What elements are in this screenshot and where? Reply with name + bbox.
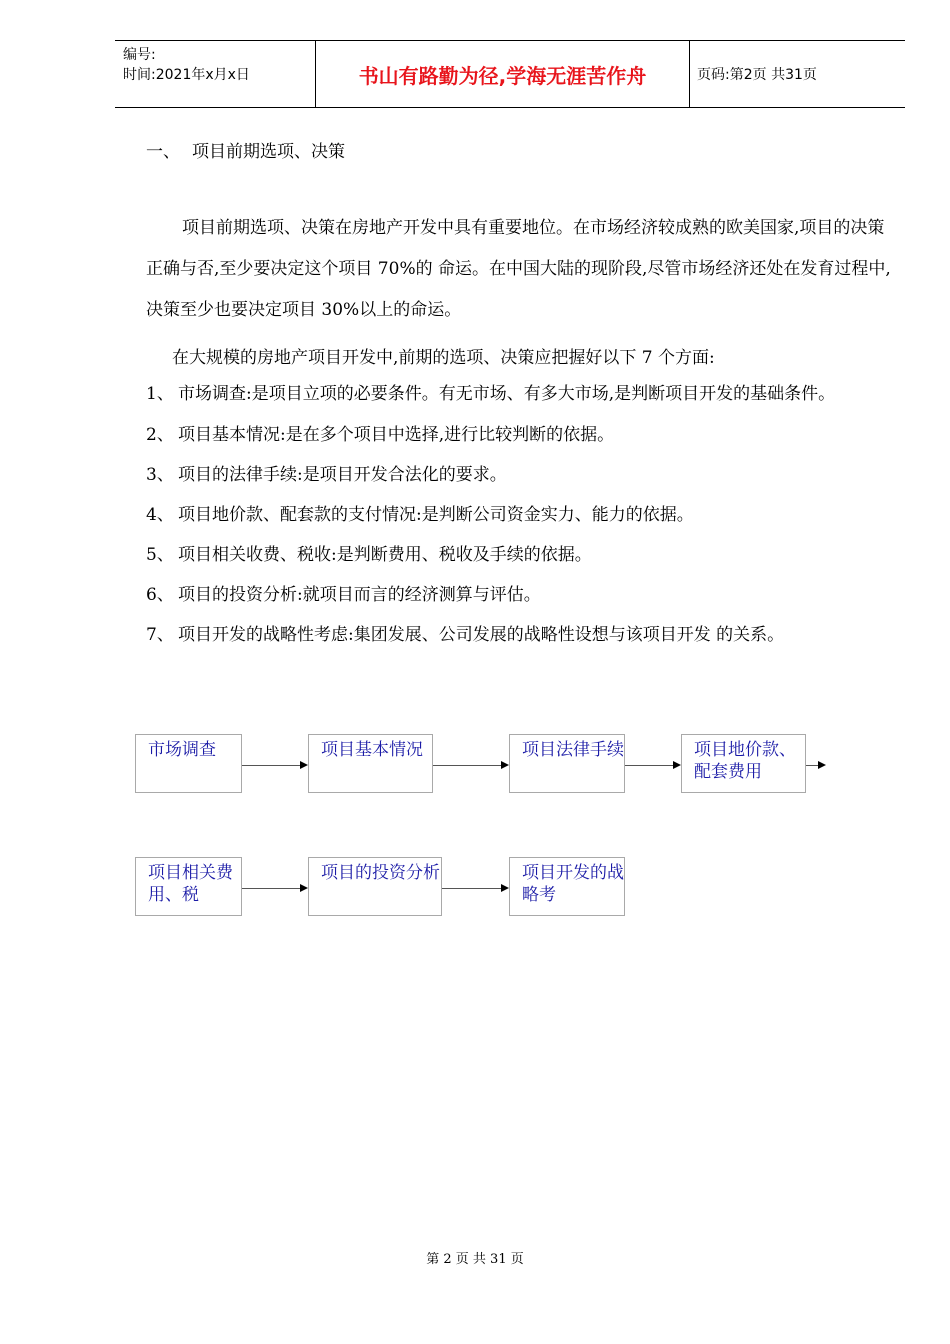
list-item bbox=[146, 535, 896, 575]
list-item-text: 项目开发的战略性考虑:集团发展、公司发展的战略性设想与该项目开发 的关系。 bbox=[178, 625, 785, 645]
list-item bbox=[146, 415, 896, 455]
flow-arrow bbox=[433, 765, 507, 766]
flow-arrow bbox=[442, 888, 507, 889]
list-item-number: 1、 bbox=[146, 384, 174, 404]
flow-arrow bbox=[806, 765, 824, 766]
list-item bbox=[146, 373, 896, 415]
flow-box-basic-info: 项目基本情况 bbox=[308, 734, 433, 793]
list-item bbox=[146, 575, 896, 615]
flow-box-fees-tax: 项目相关费用、税 bbox=[135, 857, 242, 916]
list-item-number: 7、 bbox=[146, 625, 174, 645]
flow-arrow bbox=[242, 765, 306, 766]
list-item-text: 项目的法律手续:是项目开发合法化的要求。 bbox=[178, 465, 507, 485]
list-item bbox=[146, 615, 896, 655]
list-item-text: 项目的投资分析:就项目而言的经济测算与评估。 bbox=[178, 585, 541, 605]
intro-paragraph: 项目前期选项、决策在房地产开发中具有重要地位。在市场经济较成熟的欧美国家,项目的决策正确与否,至少要决定这个项目 70%的 命运。在中国大陆的现阶段,尽管市场经济还处在发育过程中,决策至少也要决定项目 30%以上的命运。 bbox=[146, 218, 891, 320]
page-header bbox=[115, 40, 905, 108]
flow-box-market-survey: 市场调查 bbox=[135, 734, 242, 793]
list-item-text: 市场调查:是项目立项的必要条件。有无市场、有多大市场,是判断项目开发的基础条件。 bbox=[178, 384, 836, 404]
header-page-label: 页码:第2页 共31页 bbox=[697, 67, 817, 83]
section-heading bbox=[146, 137, 345, 162]
flow-box-land-fee: 项目地价款、配套费用 bbox=[681, 734, 806, 793]
aspects-intro-paragraph: 在大规模的房地产项目开发中,前期的选项、决策应把握好以下 7 个方面: bbox=[172, 348, 715, 368]
page-footer bbox=[0, 1248, 950, 1267]
flow-box-investment: 项目的投资分析 bbox=[308, 857, 442, 916]
flow-arrow bbox=[242, 888, 306, 889]
list-item-text: 项目相关收费、税收:是判断费用、税收及手续的依据。 bbox=[178, 545, 592, 565]
header-meta bbox=[115, 41, 315, 107]
list-item-text: 项目地价款、配套款的支付情况:是判断公司资金实力、能力的依据。 bbox=[178, 505, 694, 525]
list-item-number: 3、 bbox=[146, 465, 174, 485]
section-title: 项目前期选项、决策 bbox=[192, 142, 345, 162]
list-item-text: 项目基本情况:是在多个项目中选择,进行比较判断的依据。 bbox=[178, 425, 615, 445]
list-item-number: 4、 bbox=[146, 505, 174, 525]
list-item-number: 5、 bbox=[146, 545, 174, 565]
list-item-number: 6、 bbox=[146, 585, 174, 605]
list-item bbox=[146, 455, 896, 495]
header-motto: 书山有路勤为径,学海无涯苦作舟 bbox=[315, 41, 690, 107]
list-item-number: 2、 bbox=[146, 425, 174, 445]
header-number-label: 编号: bbox=[123, 47, 156, 63]
section-number: 一、 bbox=[146, 142, 180, 162]
header-time-label: 时间:2021年x月x日 bbox=[123, 67, 250, 83]
flow-box-strategy: 项目开发的战略考 bbox=[509, 857, 625, 916]
list-item bbox=[146, 495, 896, 535]
flow-box-legal: 项目法律手续 bbox=[509, 734, 625, 793]
aspects-list bbox=[146, 373, 896, 655]
footer-page-number: 第 2 页 共 31 页 bbox=[426, 1252, 524, 1267]
flow-arrow bbox=[625, 765, 679, 766]
